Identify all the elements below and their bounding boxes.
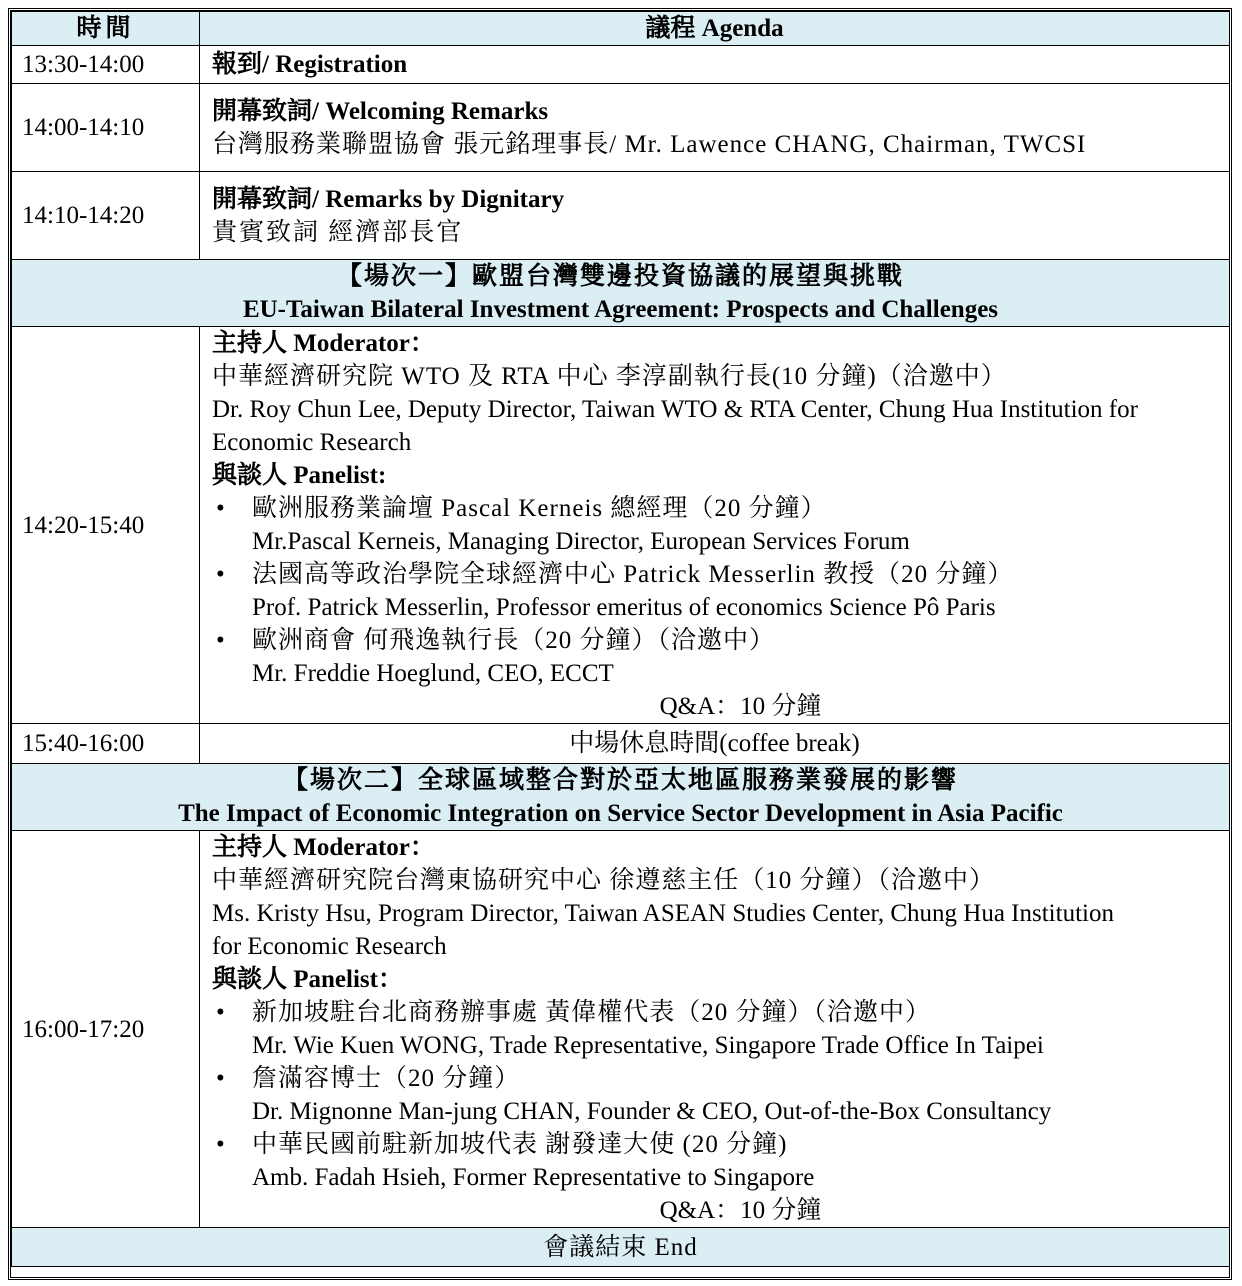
- end-row: [12, 1228, 1230, 1267]
- row-time: 14:00-14:10: [12, 84, 200, 172]
- row-speaker: 貴賓致詞 經濟部長官: [212, 218, 464, 246]
- panelist-item-zh: • 新加坡駐台北商務辦事處 黃偉權代表（20 分鐘）（洽邀中）: [212, 996, 1229, 1029]
- row-time: 14:20-15:40: [12, 327, 200, 724]
- panelist-item-en: Mr.Pascal Kerneis, Managing Director, European Services Forum: [252, 528, 910, 555]
- session-2-content: [200, 831, 1230, 1228]
- panelist-item-zh: • 歐洲服務業論壇 Pascal Kerneis 總經理（20 分鐘）: [212, 492, 1229, 525]
- moderator-zh: 中華經濟研究院台灣東協研究中心 徐遵慈主任（10 分鐘）（洽邀中）: [212, 867, 996, 894]
- session-2-title: [12, 764, 1230, 831]
- moderator-label: 主持人 Moderator：: [212, 834, 435, 861]
- session-1-title: [12, 260, 1230, 327]
- panelist-item-en: Amb. Fadah Hsieh, Former Representative to Singapore: [252, 1164, 815, 1191]
- moderator-en: Ms. Kristy Hsu, Program Director, Taiwan ASEAN Studies Center, Chung Hua Institution for Economic Research: [212, 900, 1114, 960]
- panelist-item-en: Prof. Patrick Messerlin, Professor emeritus of economics Science Pô Paris: [252, 594, 996, 621]
- table-row: [12, 84, 1230, 172]
- row-time: 13:30-14:00: [12, 46, 200, 84]
- row-title: 開幕致詞/ Welcoming Remarks: [212, 97, 549, 125]
- session-1-title-en: EU-Taiwan Bilateral Investment Agreement: Prospects and Challenges: [242, 296, 999, 323]
- row-title: 報到/ Registration: [200, 46, 1230, 84]
- table-row: [12, 327, 1230, 724]
- end-label: 會議結束 End: [12, 1228, 1230, 1267]
- session-1-title-zh: 【場次一】歐盟台灣雙邊投資協議的展望與挑戰: [336, 263, 904, 290]
- panelist-label: 與談人 Panelist：: [212, 966, 403, 993]
- agenda-column-header: 議程 Agenda: [200, 12, 1230, 46]
- moderator-en: Dr. Roy Chun Lee, Deputy Director, Taiwan WTO & RTA Center, Chung Hua Institution for Economic Research: [212, 396, 1138, 456]
- qa-line: Q&A：10 分鐘: [659, 1197, 822, 1224]
- panelist-item-zh: • 詹滿容博士（20 分鐘）: [212, 1062, 1229, 1095]
- panelist-item-zh: • 歐洲商會 何飛逸執行長（20 分鐘）（洽邀中）: [212, 624, 1229, 657]
- table-row: [12, 172, 1230, 260]
- row-time: 16:00-17:20: [12, 831, 200, 1228]
- table-row: [12, 724, 1230, 764]
- session-2-title-en: The Impact of Economic Integration on Service Sector Development in Asia Pacific: [178, 800, 1063, 827]
- row-time: 15:40-16:00: [12, 724, 200, 764]
- moderator-label: 主持人 Moderator：: [212, 330, 435, 357]
- panelist-item-zh: • 中華民國前駐新加坡代表 謝發達大使 (20 分鐘): [212, 1128, 1229, 1161]
- row-title: 開幕致詞/ Remarks by Dignitary: [212, 185, 565, 213]
- agenda-table: [11, 11, 1230, 1267]
- qa-line: Q&A：10 分鐘: [659, 693, 822, 720]
- table-row: [12, 46, 1230, 84]
- row-content: [200, 84, 1230, 172]
- table-header-row: [12, 12, 1230, 46]
- panelist-item-en: Mr. Wie Kuen WONG, Trade Representative, Singapore Trade Office In Taipei: [252, 1032, 1044, 1059]
- row-title: 中場休息時間(coffee break): [200, 724, 1230, 764]
- row-time: 14:10-14:20: [12, 172, 200, 260]
- session-2-header-row: [12, 764, 1230, 831]
- session-1-header-row: [12, 260, 1230, 327]
- time-column-header: 時間: [12, 12, 200, 46]
- session-1-content: [200, 327, 1230, 724]
- panelist-item-en: Dr. Mignonne Man-jung CHAN, Founder & CEO, Out-of-the-Box Consultancy: [252, 1098, 1052, 1125]
- panelist-label: 與談人 Panelist:: [212, 462, 387, 489]
- moderator-zh: 中華經濟研究院 WTO 及 RTA 中心 李淳副執行長(10 分鐘)（洽邀中）: [212, 363, 1007, 390]
- panelist-item-zh: • 法國高等政治學院全球經濟中心 Patrick Messerlin 教授（20 分鐘）: [212, 558, 1229, 591]
- row-speaker: 台灣服務業聯盟協會 張元銘理事長/ Mr. Lawence CHANG, Chairman, TWCSI: [212, 130, 1087, 158]
- panelist-item-en: Mr. Freddie Hoeglund, CEO, ECCT: [252, 660, 614, 687]
- session-2-title-zh: 【場次二】全球區域整合對於亞太地區服務業發展的影響: [282, 767, 958, 794]
- table-row: [12, 831, 1230, 1228]
- row-content: [200, 172, 1230, 260]
